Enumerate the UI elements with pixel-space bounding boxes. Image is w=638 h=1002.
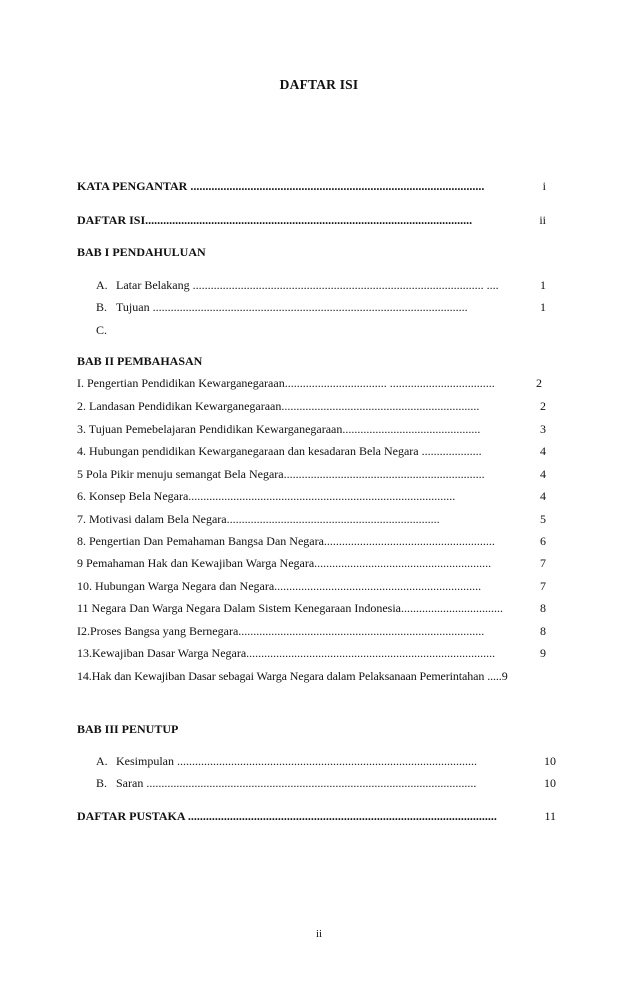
toc-entry-text: 9 Pemahaman Hak dan Kewajiban Warga Negara...........................................................: [77, 556, 492, 570]
toc-entry-page: 10: [544, 776, 556, 790]
toc-entry: [0, 487, 638, 505]
toc-entry: [0, 298, 638, 316]
toc-entry-text: 6. Konsep Bela Negara.........................................................................................: [77, 489, 456, 503]
toc-entry-text: I. Pengertian Pendidikan Kewarganegaraan.................................. ...................................: [77, 376, 495, 390]
toc-entry-page: 6: [540, 534, 546, 548]
toc-entry-text: Latar Belakang ................................................................................................. ....: [116, 278, 499, 292]
toc-entry-text: 8. Pengertian Dan Pemahaman Bangsa Dan Negara.........................................................: [77, 534, 495, 548]
toc-entry-label: A.: [96, 278, 108, 292]
toc-entry-text: 3. Tujuan Pemebelajaran Pendidikan Kewarganegaraan..............................................: [77, 422, 481, 436]
toc-entry-text: 5 Pola Pikir menuju semangat Bela Negara...................................................................: [77, 467, 485, 481]
toc-entry-label: A.: [96, 754, 108, 768]
toc-entry-label: B.: [96, 300, 108, 314]
toc-entry-page: 1: [540, 300, 546, 314]
toc-entry-page: 4: [540, 489, 546, 503]
toc-entry-page: 5: [540, 512, 546, 526]
toc-entry-page: 3: [540, 422, 546, 436]
toc-entry-page: 1: [540, 278, 546, 292]
toc-entry-text: 4. Hubungan pendidikan Kewarganegaraan dan kesadaran Bela Negara ....................: [77, 444, 482, 458]
toc-entry-label: B.: [96, 776, 108, 790]
toc-entry-page: 4: [540, 467, 546, 481]
toc-entry: [0, 397, 638, 415]
toc-entry: [0, 554, 638, 572]
toc-entry-page: 8: [540, 624, 546, 638]
page-number: ii: [315, 928, 323, 940]
toc-entry: [0, 374, 638, 392]
toc-entry-page: 2: [540, 399, 546, 413]
toc-entry: [0, 532, 638, 550]
toc-entry-label: C.: [96, 323, 108, 337]
toc-entry: [0, 321, 638, 339]
toc-entry-text: DAFTAR PUSTAKA .......................................................................................................: [77, 809, 497, 823]
toc-entry: [0, 644, 638, 662]
section-heading-bab3: BAB III PENUTUP: [77, 722, 179, 736]
toc-entry: [0, 667, 638, 685]
toc-entry-daftar-pustaka: [0, 807, 638, 825]
toc-entry: [0, 465, 638, 483]
toc-entry-page: 8: [540, 601, 546, 615]
toc-entry-kata-pengantar: [0, 177, 638, 195]
section-heading-bab2: BAB II PEMBAHASAN: [77, 354, 203, 368]
toc-entry-text: 2. Landasan Pendidikan Kewarganegaraan..................................................................: [77, 399, 480, 413]
page-title: DAFTAR ISI: [279, 77, 359, 92]
toc-entry-page: 9: [540, 646, 546, 660]
toc-entry-text: DAFTAR ISI.............................................................................................................: [77, 213, 473, 227]
toc-entry-page: 2: [536, 376, 542, 390]
toc-entry-page: 10: [544, 754, 556, 768]
toc-entry: [0, 577, 638, 595]
toc-entry-text: 11 Negara Dan Warga Negara Dalam Sistem Kenegaraan Indonesia..................................: [77, 601, 504, 615]
toc-entry-page: 7: [540, 556, 546, 570]
toc-entry: [0, 622, 638, 640]
toc-entry-text: Saran ..............................................................................................................: [116, 776, 477, 790]
toc-entry: [0, 752, 638, 770]
toc-entry: [0, 774, 638, 792]
toc-entry-daftar-isi: [0, 211, 638, 229]
toc-entry-page: i: [542, 179, 546, 193]
section-heading-bab1: BAB I PENDAHULUAN: [77, 245, 206, 259]
toc-entry: [0, 420, 638, 438]
toc-entry-text: KATA PENGANTAR ..................................................................................................: [77, 179, 485, 193]
toc-entry-page: 4: [540, 444, 546, 458]
toc-entry-text: 13.Kewajiban Dasar Warga Negara...................................................................................: [77, 646, 496, 660]
toc-entry: [0, 510, 638, 528]
toc-entry-text: I2.Proses Bangsa yang Bernegara..................................................................................: [77, 624, 485, 638]
toc-entry-page: 7: [540, 579, 546, 593]
toc-entry: [0, 276, 638, 294]
toc-entry-text: Kesimpulan ....................................................................................................: [116, 754, 477, 768]
toc-entry-page: ii: [539, 213, 546, 227]
toc-entry-text: 14.Hak dan Kewajiban Dasar sebagai Warga Negara dalam Pelaksanaan Pemerintahan .....9: [77, 669, 508, 683]
toc-entry-text: Tujuan .........................................................................................................: [116, 300, 468, 314]
toc-entry-text: 10. Hubungan Warga Negara dan Negara.....................................................................: [77, 579, 482, 593]
toc-entry-page: 11: [544, 809, 556, 823]
toc-entry: [0, 599, 638, 617]
toc-entry: [0, 442, 638, 460]
toc-entry-text: 7. Motivasi dalam Bela Negara.......................................................................: [77, 512, 440, 526]
